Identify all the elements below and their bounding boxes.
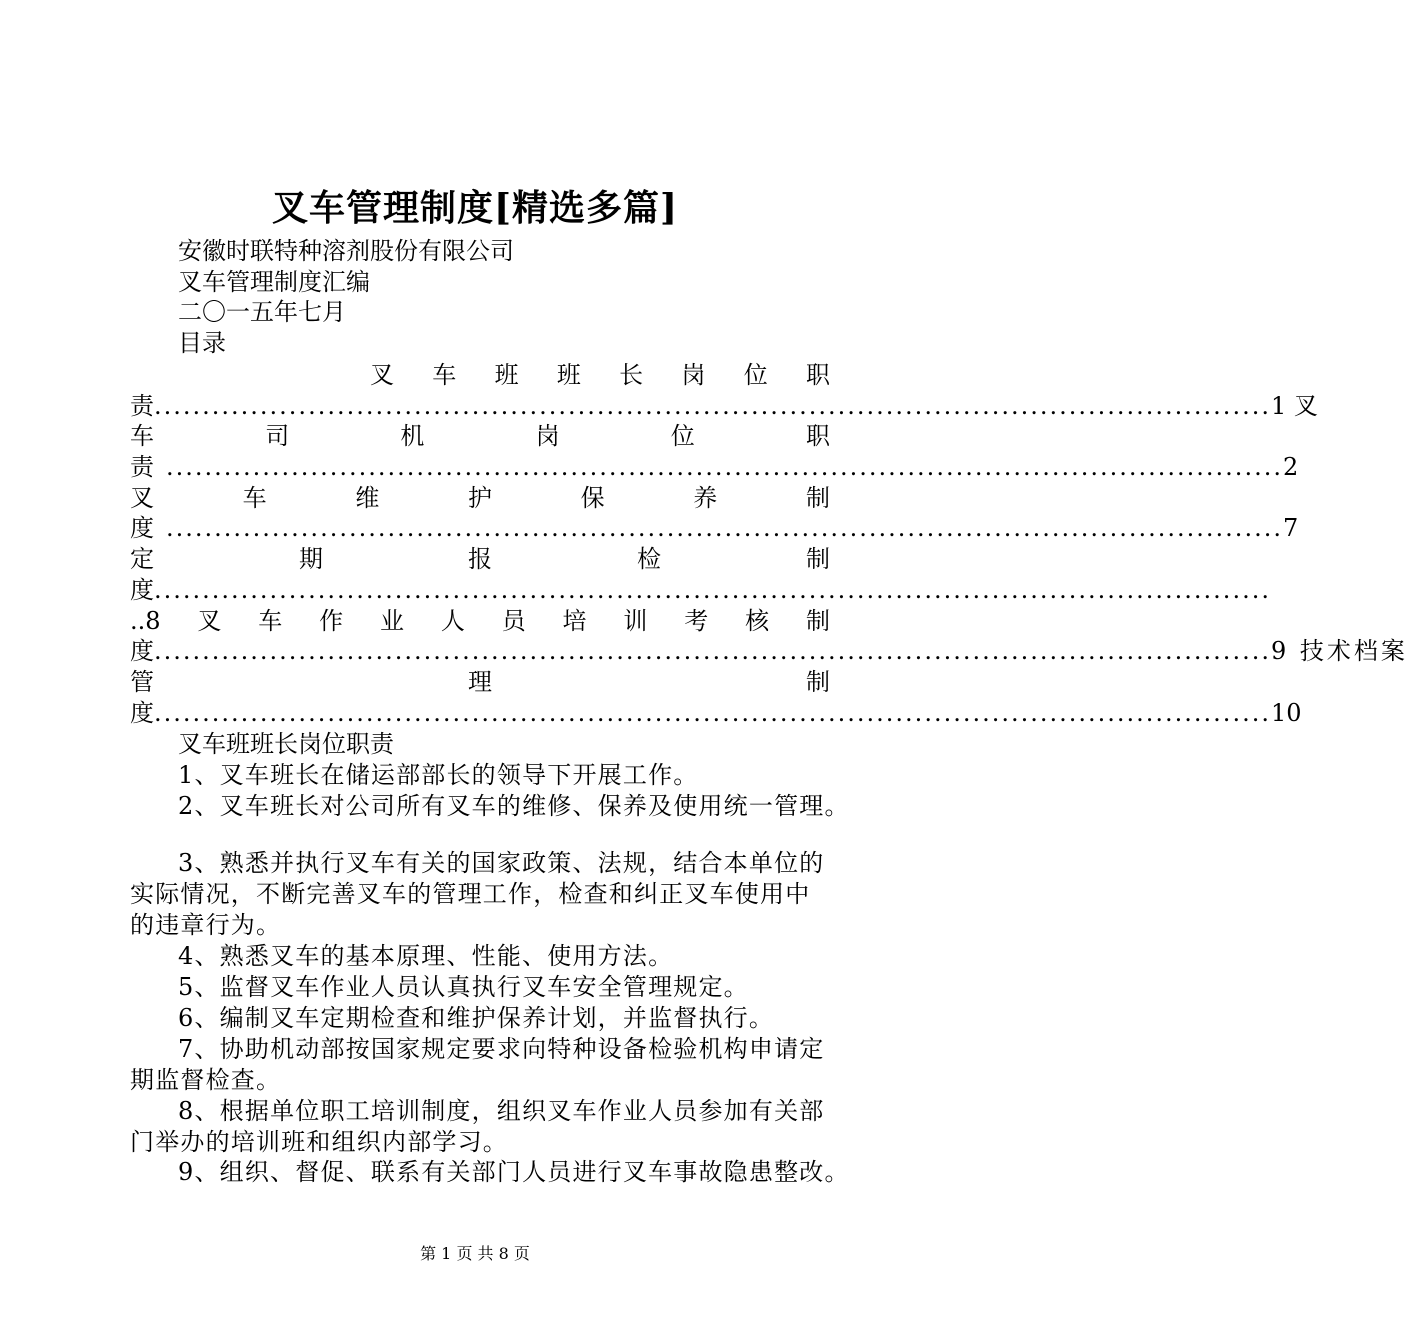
toc-row-6 xyxy=(130,513,1299,544)
toc-leader-dots: .................................................................................................................... xyxy=(154,699,1271,727)
toc-char: 职 xyxy=(805,361,830,389)
list-item: 7、协助机动部按国家规定要求向特种设备检验机构申请定期监督检查。 xyxy=(130,1035,825,1094)
toc-char: 理 xyxy=(468,668,492,696)
toc-char: 保 xyxy=(580,484,605,512)
toc-row-10 xyxy=(130,636,1408,667)
toc-char: 培 xyxy=(562,607,587,635)
toc-row-9-start: ..8 xyxy=(130,607,161,635)
toc-row-10-start: 度 xyxy=(130,637,154,665)
document-title: 叉车管理制度[精选多篇] xyxy=(271,187,679,229)
toc-char: 管 xyxy=(130,668,154,696)
section-heading: 叉车班班长岗位职责 xyxy=(178,730,394,758)
collection-name: 叉车管理制度汇编 xyxy=(178,268,370,296)
list-item: 6、编制叉车定期检查和维护保养计划，并监督执行。 xyxy=(178,1004,775,1032)
toc-char: 岗 xyxy=(681,361,706,389)
list-item: 3、熟悉并执行叉车有关的国家政策、法规，结合本单位的实际情况，不断完善叉车的管理工作，检查和纠正叉车使用中的违章行为。 xyxy=(130,849,825,939)
toc-char: 班 xyxy=(556,361,581,389)
toc-char: 人 xyxy=(440,607,465,635)
toc-char: 叉 xyxy=(370,361,394,389)
toc-char: 长 xyxy=(619,361,644,389)
toc-char: 车 xyxy=(432,361,457,389)
toc-char: 作 xyxy=(319,607,344,635)
toc-char: 机 xyxy=(400,422,425,450)
list-item: 1、叉车班长在储运部部长的领导下开展工作。 xyxy=(178,761,699,789)
toc-leader-dots: .................................................................................................................... xyxy=(154,637,1271,665)
toc-char: 叉 xyxy=(130,484,154,512)
toc-char: 车 xyxy=(130,422,154,450)
toc-row-2-end: 1 叉 xyxy=(1270,392,1318,420)
toc-row-8 xyxy=(130,575,1271,606)
toc-char: 班 xyxy=(494,361,519,389)
document-date: 二〇一五年七月 xyxy=(178,298,346,326)
toc-row-6-end: 7 xyxy=(1282,514,1299,542)
toc-char: 位 xyxy=(670,422,695,450)
toc-row-2-start: 责 xyxy=(130,392,154,420)
toc-char: 业 xyxy=(379,607,404,635)
toc-heading: 目录 xyxy=(178,329,226,357)
toc-char: 职 xyxy=(805,422,830,450)
toc-char: 车 xyxy=(242,484,267,512)
toc-row-9 xyxy=(130,606,830,637)
toc-char: 司 xyxy=(265,422,290,450)
toc-char: 员 xyxy=(501,607,526,635)
toc-char: 护 xyxy=(467,484,492,512)
toc-char: 制 xyxy=(805,607,830,635)
list-item: 8、根据单位职工培训制度，组织叉车作业人员参加有关部门举办的培训班和组织内部学习。 xyxy=(130,1097,825,1156)
toc-row-7 xyxy=(130,544,830,575)
toc-row-12-end: 10 xyxy=(1270,699,1302,727)
toc-char: 位 xyxy=(743,361,768,389)
toc-row-4-start: 责 xyxy=(130,453,154,481)
toc-leader-dots: .................................................................................................................... xyxy=(166,453,1283,481)
list-item: 2、叉车班长对公司所有叉车的维修、保养及使用统一管理。 xyxy=(178,792,850,820)
company-name: 安徽时联特种溶剂股份有限公司 xyxy=(178,237,514,265)
toc-char: 养 xyxy=(693,484,718,512)
toc-char: 维 xyxy=(355,484,380,512)
toc-char: 检 xyxy=(637,545,661,573)
toc-char: 考 xyxy=(684,607,709,635)
page-footer: 第 1 页 共 8 页 xyxy=(420,1244,530,1263)
toc-row-3 xyxy=(130,421,830,452)
toc-char: 岗 xyxy=(535,422,560,450)
toc-row-4 xyxy=(130,452,1299,483)
toc-char: 车 xyxy=(258,607,283,635)
toc-leader-dots: .................................................................................................................... xyxy=(166,514,1283,542)
toc-char: 报 xyxy=(468,545,492,573)
toc-char: 制 xyxy=(806,545,830,573)
toc-row-2 xyxy=(130,391,1318,422)
toc-row-5 xyxy=(130,483,830,514)
toc-row-11 xyxy=(130,667,830,698)
toc-char: 训 xyxy=(623,607,648,635)
toc-char: 定 xyxy=(130,545,154,573)
list-item: 4、熟悉叉车的基本原理、性能、使用方法。 xyxy=(178,942,674,970)
toc-leader-dots: .................................................................................................................... xyxy=(154,392,1271,420)
toc-row-10-end: 9 技术档案 xyxy=(1270,637,1408,665)
toc-char: 制 xyxy=(805,484,830,512)
list-item: 5、监督叉车作业人员认真执行叉车安全管理规定。 xyxy=(178,973,749,1001)
toc-row-8-start: 度 xyxy=(130,576,154,604)
list-item: 9、组织、督促、联系有关部门人员进行叉车事故隐患整改。 xyxy=(178,1158,850,1186)
toc-row-12-start: 度 xyxy=(130,699,154,727)
toc-char: 期 xyxy=(299,545,323,573)
toc-row-6-start: 度 xyxy=(130,514,154,542)
toc-char: 叉 xyxy=(197,607,222,635)
toc-row-4-end: 2 xyxy=(1282,453,1299,481)
toc-row-1 xyxy=(370,360,830,391)
toc-char: 核 xyxy=(745,607,770,635)
toc-char: 制 xyxy=(806,668,830,696)
toc-leader-dots: .................................................................................................................... xyxy=(154,576,1271,604)
toc-row-12 xyxy=(130,698,1302,729)
